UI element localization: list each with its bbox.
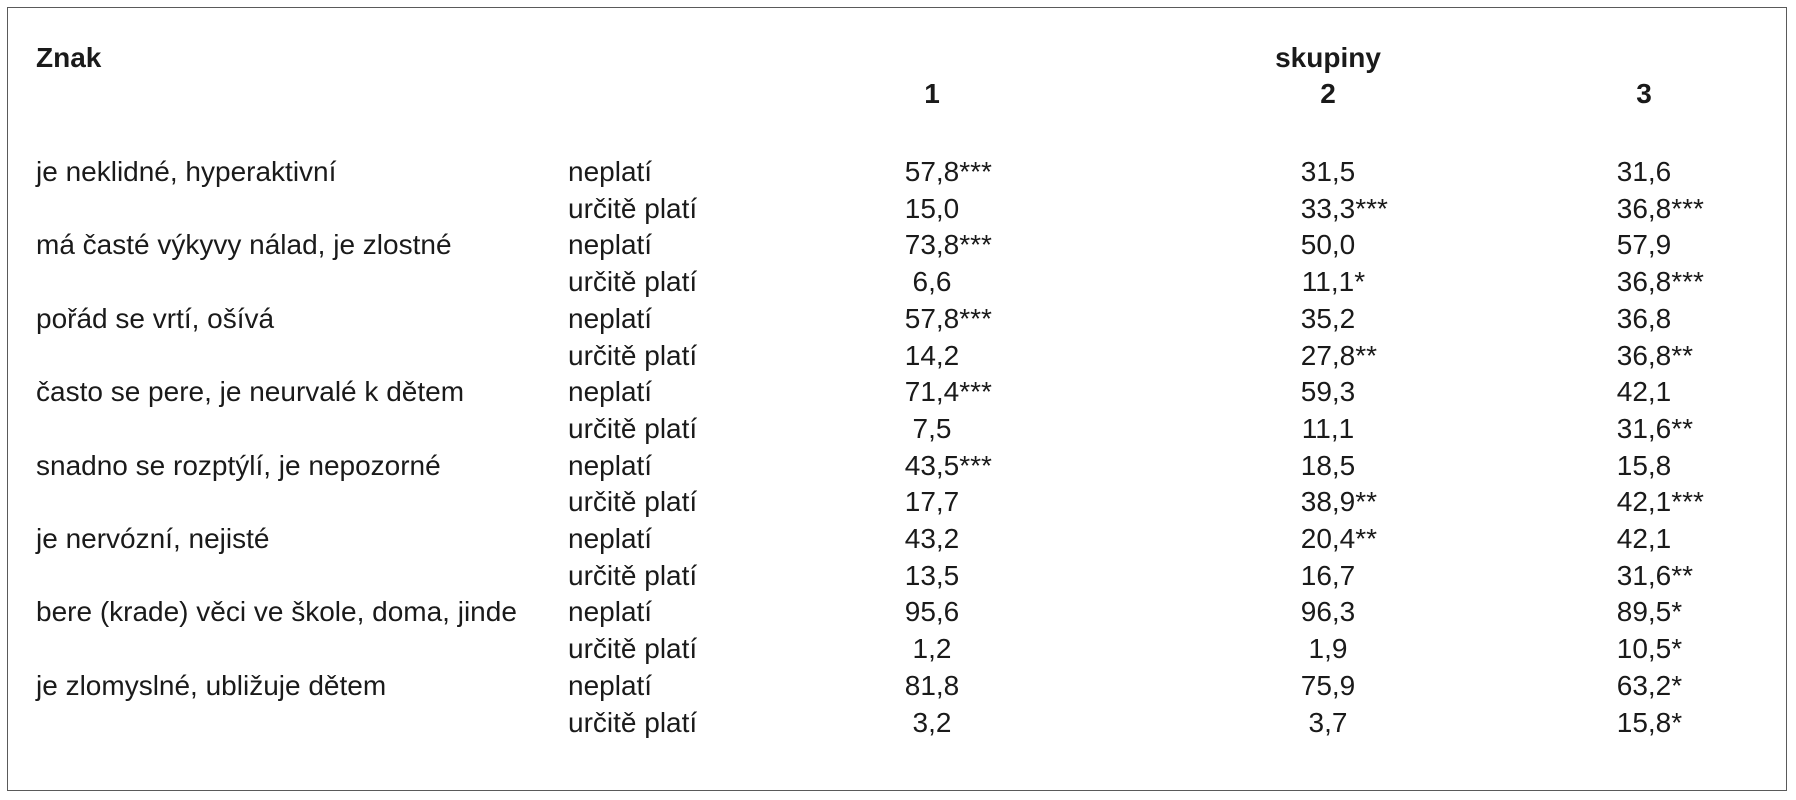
cell-value: 95,6 bbox=[904, 596, 960, 628]
cell-group-1 bbox=[832, 413, 1032, 445]
cell-group-2: 11,1* bbox=[1301, 266, 1366, 298]
row-label: pořád se vrtí, ošívá bbox=[36, 302, 275, 334]
answer-label-neplati: neplatí bbox=[568, 523, 653, 554]
cell-group-3: 10,5* bbox=[1616, 633, 1683, 665]
cell-group-3: 36,8*** bbox=[1616, 266, 1704, 298]
cell-group-3: 31,6** bbox=[1616, 412, 1694, 444]
cell-group-2 bbox=[1228, 413, 1428, 445]
cell-value: 59,3 bbox=[1300, 376, 1356, 408]
cell-group-3 bbox=[1544, 376, 1744, 408]
cell-value: 15,8 bbox=[1616, 449, 1672, 481]
cell-group-2 bbox=[1228, 303, 1428, 335]
cell-group-3: 36,8*** bbox=[1616, 192, 1704, 224]
cell-group-1 bbox=[832, 266, 1032, 298]
cell-value: 36,8 bbox=[1616, 192, 1672, 224]
cell-value: 43,5 bbox=[904, 449, 960, 481]
cell-value: 57,9 bbox=[1616, 229, 1672, 261]
cell-group-2 bbox=[1228, 707, 1428, 739]
cell-group-3: 42,1*** bbox=[1616, 486, 1704, 518]
answer-label-neplati: neplatí bbox=[568, 229, 653, 261]
cell-group-3 bbox=[1544, 229, 1744, 261]
cell-value: 33,3 bbox=[1300, 192, 1356, 224]
cell-value: 75,9 bbox=[1300, 669, 1356, 701]
cell-value: 3,7 bbox=[1308, 706, 1348, 738]
cell-value: 50,0 bbox=[1300, 229, 1356, 261]
row-label: bere (krade) věci ve škole, doma, jinde bbox=[36, 596, 517, 628]
cell-group-3 bbox=[1544, 303, 1744, 335]
cell-value: 43,2 bbox=[904, 523, 960, 554]
answer-label-urcite: určitě platí bbox=[568, 706, 698, 738]
cell-value: 36,8 bbox=[1616, 339, 1672, 371]
header-znak: Znak bbox=[36, 42, 102, 73]
cell-value: 31,5 bbox=[1300, 156, 1356, 187]
cell-group-3: 15,8* bbox=[1616, 706, 1683, 738]
cell-group-2 bbox=[1228, 633, 1428, 665]
cell-group-3 bbox=[1544, 156, 1744, 188]
cell-value: 18,5 bbox=[1300, 449, 1356, 481]
cell-value: 63,2 bbox=[1616, 669, 1672, 701]
cell-value: 36,8 bbox=[1616, 266, 1672, 298]
cell-value: 89,5 bbox=[1616, 596, 1672, 628]
cell-group-1 bbox=[832, 486, 1032, 518]
cell-value: 13,5 bbox=[904, 559, 960, 591]
answer-label-urcite: určitě platí bbox=[568, 339, 698, 371]
row-label: je neklidné, hyperaktivní bbox=[36, 156, 337, 187]
cell-value: 96,3 bbox=[1300, 596, 1356, 628]
cell-value: 16,7 bbox=[1300, 559, 1356, 591]
cell-value: 15,0 bbox=[904, 192, 960, 224]
cell-group-3: 63,2* bbox=[1616, 669, 1683, 701]
cell-group-2 bbox=[1228, 450, 1428, 482]
cell-value: 35,2 bbox=[1300, 302, 1356, 334]
cell-group-1 bbox=[832, 596, 1032, 628]
header-skupiny: skupiny bbox=[1275, 42, 1381, 73]
cell-group-2 bbox=[1228, 596, 1428, 628]
cell-group-2 bbox=[1228, 156, 1428, 188]
cell-group-3 bbox=[1544, 523, 1744, 555]
cell-group-1: 73,8*** bbox=[904, 229, 992, 261]
cell-group-1: 57,8*** bbox=[904, 302, 992, 334]
header-group-2: 2 bbox=[1320, 78, 1336, 109]
cell-value: 11,1 bbox=[1301, 412, 1355, 444]
cell-value: 31,6 bbox=[1616, 559, 1672, 591]
cell-value: 10,5 bbox=[1616, 633, 1672, 665]
answer-label-neplati: neplatí bbox=[568, 596, 653, 628]
cell-group-3: 89,5* bbox=[1616, 596, 1683, 628]
cell-value: 42,1 bbox=[1616, 486, 1672, 518]
cell-value: 81,8 bbox=[904, 669, 960, 701]
cell-group-1 bbox=[832, 633, 1032, 665]
cell-group-2 bbox=[1228, 670, 1428, 702]
cell-value: 15,8 bbox=[1616, 706, 1672, 738]
answer-label-neplati: neplatí bbox=[568, 302, 653, 334]
cell-group-1 bbox=[832, 560, 1032, 592]
cell-group-1 bbox=[832, 523, 1032, 555]
cell-group-2: 38,9** bbox=[1300, 486, 1378, 518]
cell-value: 1,2 bbox=[912, 633, 952, 665]
cell-group-1: 57,8*** bbox=[904, 156, 992, 187]
answer-label-neplati: neplatí bbox=[568, 449, 653, 481]
cell-value: 20,4 bbox=[1300, 523, 1356, 554]
header-group-3: 3 bbox=[1636, 78, 1652, 109]
cell-group-1 bbox=[832, 340, 1032, 372]
cell-group-3: 36,8** bbox=[1616, 339, 1694, 371]
cell-group-2: 33,3*** bbox=[1300, 192, 1388, 224]
cell-value: 17,7 bbox=[904, 486, 960, 518]
cell-value: 38,9 bbox=[1300, 486, 1356, 518]
cell-value: 42,1 bbox=[1616, 523, 1672, 554]
answer-label-urcite: určitě platí bbox=[568, 266, 698, 298]
cell-value: 6,6 bbox=[912, 266, 952, 298]
header-group-1: 1 bbox=[924, 78, 940, 109]
cell-value: 73,8 bbox=[904, 229, 960, 261]
row-label: často se pere, je neurvalé k dětem bbox=[36, 376, 465, 408]
answer-label-neplati: neplatí bbox=[568, 156, 653, 187]
answer-label-urcite: určitě platí bbox=[568, 486, 698, 518]
row-label: je zlomyslné, ubližuje dětem bbox=[36, 669, 387, 701]
cell-value: 7,5 bbox=[912, 412, 952, 444]
row-label: je nervózní, nejisté bbox=[36, 523, 270, 554]
cell-value: 27,8 bbox=[1300, 339, 1356, 371]
cell-group-1 bbox=[832, 670, 1032, 702]
cell-value: 1,9 bbox=[1308, 633, 1348, 665]
cell-group-1 bbox=[832, 707, 1032, 739]
row-label: snadno se rozptýlí, je nepozorné bbox=[36, 449, 441, 481]
cell-value: 57,8 bbox=[904, 156, 960, 187]
cell-group-2 bbox=[1228, 560, 1428, 592]
answer-label-neplati: neplatí bbox=[568, 376, 653, 408]
cell-group-1: 71,4*** bbox=[904, 376, 992, 408]
cell-group-3: 31,6** bbox=[1616, 559, 1694, 591]
cell-value: 11,1 bbox=[1301, 266, 1355, 298]
cell-value: 36,8 bbox=[1616, 302, 1672, 334]
cell-group-2: 20,4** bbox=[1300, 523, 1378, 554]
cell-value: 31,6 bbox=[1616, 156, 1672, 187]
answer-label-urcite: určitě platí bbox=[568, 192, 698, 224]
answer-label-urcite: určitě platí bbox=[568, 633, 698, 665]
row-label: má časté výkyvy nálad, je zlostné bbox=[36, 229, 452, 261]
cell-value: 42,1 bbox=[1616, 376, 1672, 408]
cell-value: 14,2 bbox=[904, 339, 960, 371]
cell-group-2 bbox=[1228, 376, 1428, 408]
cell-group-2 bbox=[1228, 229, 1428, 261]
cell-value: 71,4 bbox=[904, 376, 960, 408]
cell-value: 3,2 bbox=[912, 706, 952, 738]
answer-label-urcite: určitě platí bbox=[568, 559, 698, 591]
answer-label-urcite: určitě platí bbox=[568, 412, 698, 444]
cell-group-3 bbox=[1544, 450, 1744, 482]
cell-group-2: 27,8** bbox=[1300, 339, 1378, 371]
answer-label-neplati: neplatí bbox=[568, 669, 653, 701]
cell-group-1 bbox=[832, 193, 1032, 225]
cell-value: 57,8 bbox=[904, 302, 960, 334]
cell-value: 31,6 bbox=[1616, 412, 1672, 444]
cell-group-1: 43,5*** bbox=[904, 449, 992, 481]
